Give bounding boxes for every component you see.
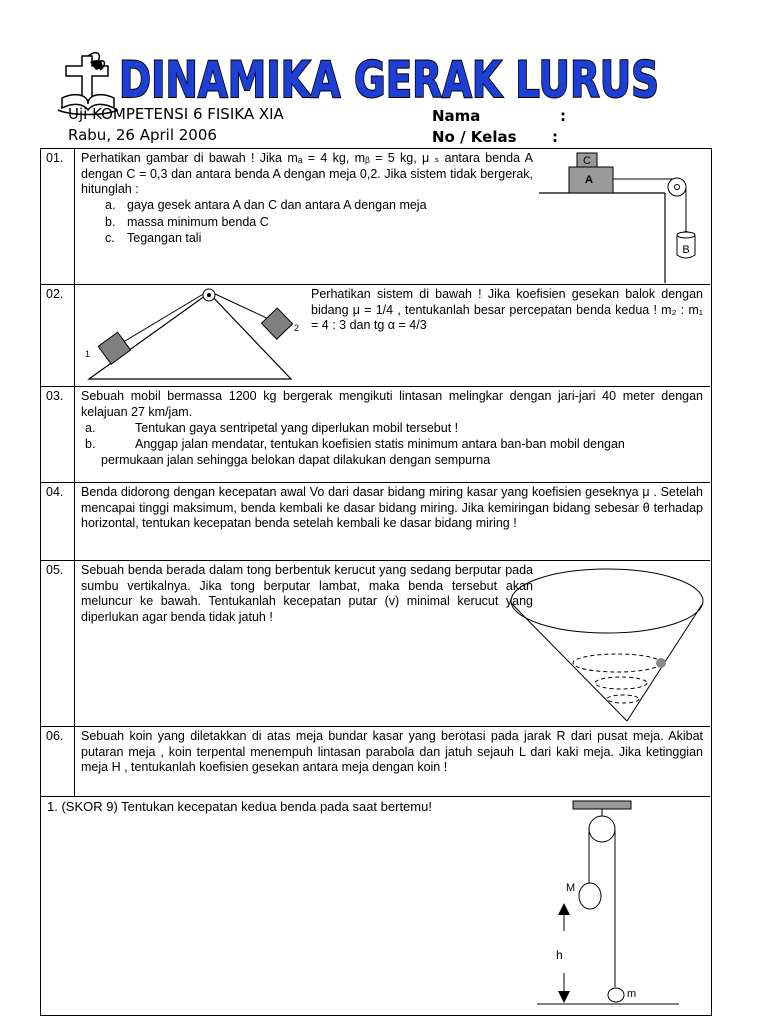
question-text: Perhatikan gambar di bawah ! Jika mₐ = 4 kg, mᵦ = 5 kg, μ ₛ antara benda A dengan C = 0,3 dan antara benda A dengan meja 0,2. Jika sistem tidak bergerak, hitunglah :: [81, 151, 533, 196]
name-label: Nama: [432, 107, 481, 125]
list-item-text: Anggap jalan mendatar, tentukan koefisien statis minimum antara ban-ban mobil dengan: [135, 437, 625, 451]
question-row-2: [41, 285, 710, 387]
list-item-label: b.: [105, 215, 116, 229]
list-item-label: a.: [85, 421, 96, 435]
block-1: [98, 332, 130, 364]
exam-date: Rabu, 26 April 2006: [68, 126, 217, 144]
mass-small-m-label: m: [627, 988, 637, 1000]
question-text: Sebuah mobil bermassa 1200 kg bergerak mengikuti lintasan melingkar dengan jari-jari 40 meter dengan kelajuan 27 km/jam.: [81, 389, 703, 419]
list-item-text: gaya gesek antara A dan C dan antara A dengan meja: [127, 198, 427, 212]
class-colon: :: [552, 128, 558, 146]
mass-big-m: [579, 883, 601, 909]
question-text: Benda didorong dengan kecepatan awal Vo dari dasar bidang miring kasar yang koefisien geseknya μ . Setelah mencapai tinggi maksimum, benda kembali ke dasar bidang miring. Jika kemiringan bidang sebesar θ terhadap horizontal, tentukan kecepatan benda setelah kembali ke dasar bidang miring !: [81, 485, 703, 530]
arrow-up-icon: [558, 903, 570, 915]
question-number: 05.: [41, 561, 75, 726]
list-item-continuation: permukaan jalan sehingga belokan dapat dilakukan dengan sempurna: [101, 453, 491, 467]
banner-title: [115, 50, 663, 112]
question-row-1: [41, 149, 710, 285]
pulley: [589, 816, 615, 842]
list-item-text: Tentukan gaya sentripetal yang diperlukan mobil tersebut !: [135, 421, 459, 435]
bucket-b-label: B: [682, 244, 690, 256]
question-row-6: [41, 727, 710, 797]
block-1-label: 1: [85, 349, 91, 359]
pulley: [668, 178, 686, 196]
exam-title: Uji KOMPETENSI 6 FISIKA XIA: [68, 105, 284, 123]
arrow-down-icon: [558, 991, 570, 1003]
list-item-text: massa minimum benda C: [127, 215, 269, 229]
pulley-block-figure: [539, 149, 709, 283]
question-sheet: [40, 148, 712, 1016]
list-item-label: b.: [85, 437, 96, 451]
question-row-5: [41, 561, 710, 727]
block-c-label: C: [583, 155, 591, 167]
block-a-label: A: [585, 174, 593, 186]
mass-small-m: [608, 988, 624, 1002]
block-2: [261, 308, 292, 339]
question-number: 02.: [41, 285, 75, 386]
object-in-cone: [656, 658, 666, 668]
cone-figure: [509, 567, 705, 725]
question-row-3: [41, 387, 710, 483]
question-number: 01.: [41, 149, 75, 284]
bonus-question-text: 1. (SKOR 9) Tentukan kecepatan kedua benda pada saat bertemu!: [47, 799, 432, 814]
question-number: 03.: [41, 387, 75, 482]
list-item-text: Tegangan tali: [127, 231, 202, 245]
question-text: Perhatikan sistem di bawah ! Jika koefisien gesekan balok dengan bidang μ = 1/4 , tentukanlah besar percepatan benda kedua ! m₂ : m₁ = 4 : 3 dan tg α = 4/3: [311, 287, 703, 332]
list-item-label: a.: [105, 198, 116, 212]
incline-figure: [81, 285, 301, 385]
pulley-system-figure: [531, 799, 681, 1015]
question-number: 04.: [41, 483, 75, 560]
question-text: Sebuah benda berada dalam tong berbentuk kerucut yang sedang berputar pada sumbu vertikalnya. Jika tong berputar lambat, maka benda tersebut akan meluncur ke bawah. Tentukanlah kecepatan putar (v) minimal kerucut yang diperlukan agar benda tidak jatuh !: [81, 563, 533, 624]
banner-title-text: DINAMIKA GERAK LURUS: [119, 51, 659, 109]
class-label: No / Kelas: [432, 128, 517, 146]
list-item-label: c.: [105, 231, 115, 245]
block-2-label: 2: [293, 323, 299, 333]
question-row-4: [41, 483, 710, 561]
height-label: h: [556, 948, 563, 962]
name-colon: :: [560, 107, 566, 125]
mass-big-m-label: M: [566, 882, 576, 894]
question-text: Sebuah koin yang diletakkan di atas meja bundar kasar yang berotasi pada jarak R dari pusat meja. Akibat putaran meja , koin terpental menempuh lintasan parabola dan jatuh sejauh L dari kaki meja. Jika ketinggian meja H , tentukanlah koefisien gesekan antara meja dengan koin !: [81, 729, 703, 774]
question-number: 06.: [41, 727, 75, 796]
ceiling-support: [573, 801, 631, 809]
